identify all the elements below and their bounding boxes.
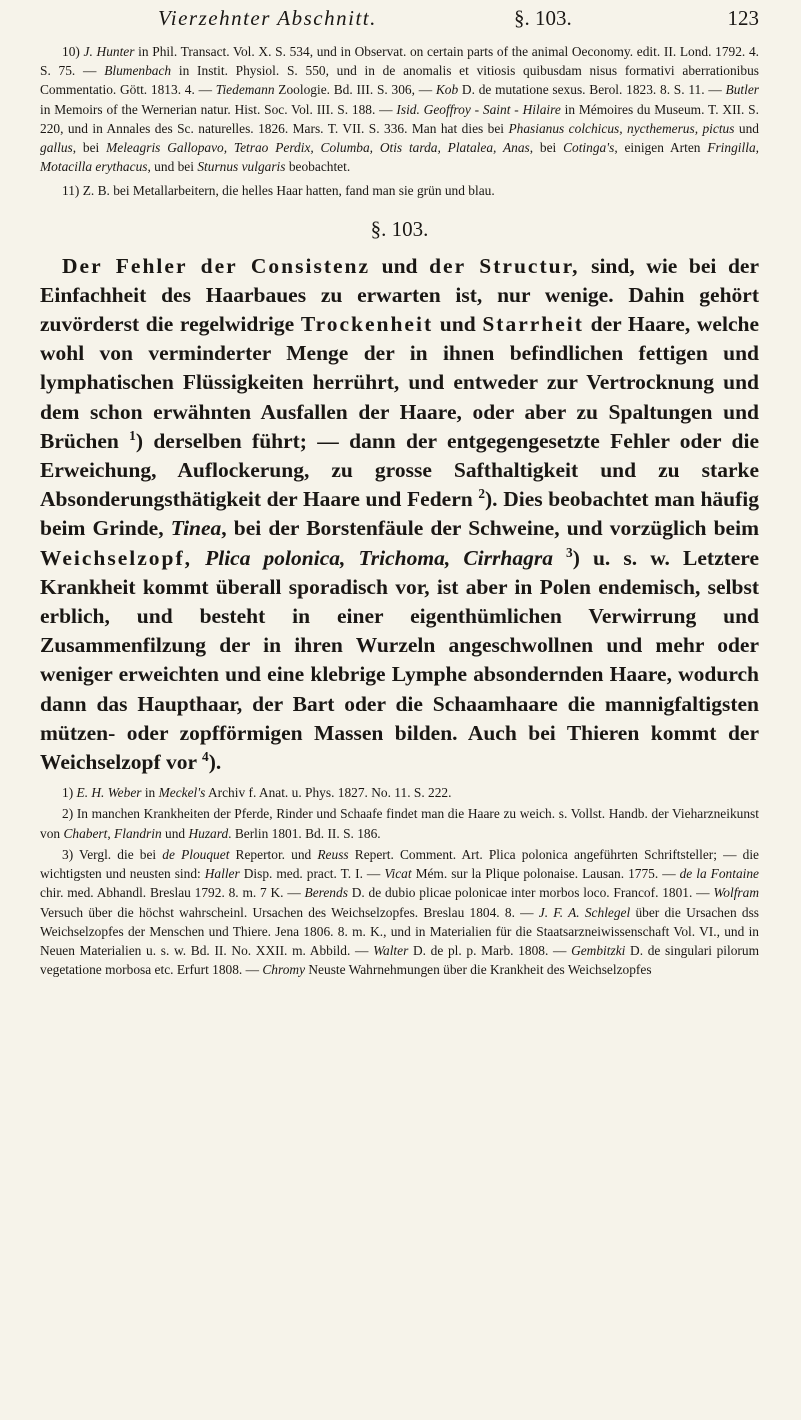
footnote-ref: 1 [129, 427, 136, 443]
text-run: 1) [62, 785, 77, 801]
footnote-ref: 4 [202, 748, 209, 764]
italic-text: Meckel's [158, 785, 206, 801]
text-run: chir. med. Abhandl. Breslau 1792. 8. m. 7 K. — [40, 885, 305, 901]
text-run: , [107, 825, 115, 841]
section-marker: §. 103. [514, 6, 572, 30]
text-run: Versuch über die höchst wahrscheinl. Ursachen des Weichselzopfes. Breslau 1804. 8. — [40, 904, 539, 920]
italic-text: Vicat [384, 866, 412, 882]
italic-text: Plica polonica, Trichoma, Cirrhagra [205, 545, 553, 570]
text-run: über die Ursachen dss Weichselzopfes der Menschen und Thiere. Jena 1806. 8. m. K., und in Materialien für die Staatsarzneiwissenschaft Vol. VI., und in Neuen Materialien u. s. w. Bd. II. No. XXII. m. Abbild. — [40, 904, 759, 958]
text-run: Archiv f. Anat. u. Phys. 1827. No. 11. S. 222. [205, 785, 452, 801]
text-run: Mém. sur la Plique polonaise. Lausan. 1775. — [411, 866, 680, 882]
text-run: sind, wie bei der Einfachheit des Haarbaues zu erwarten ist, nur wenige. Dahin gehört zuvörderst die regelwidrige [40, 253, 759, 337]
italic-text: Blumenbach [104, 63, 172, 79]
footnote-11 [40, 181, 759, 200]
text-run: Trockenheit [300, 312, 434, 337]
text-run: in Phil. Transact. Vol. X. S. 534, und in Observat. on certain parts of the animal Oeconomy. edit. II. Lond. 1792. 4. S. 75. — [40, 44, 760, 79]
page-number: 123 [727, 6, 759, 30]
text-run: ). Dies beobachtet man häufig beim Grinde, [40, 487, 759, 541]
italic-text: Gembitzki [571, 942, 626, 958]
italic-text: Chabert [63, 825, 108, 841]
text-run: D. de singulari pilorum vegetatione morbosa etc. Erfurt 1808. — [40, 942, 759, 978]
text-run: in [141, 785, 159, 801]
text-run: und [370, 253, 430, 278]
text-run: Zoologie. Bd. III. S. 306, — [274, 82, 436, 98]
text-run: in Mémoires du Museum. T. XII. S. 220, und in Annales des Sc. naturelles. 1826. Mars. T. VII. S. 336. Man hat dies bei [40, 101, 759, 136]
text-run: und [161, 825, 189, 841]
italic-text: Sturnus vulgaris [197, 159, 286, 175]
italic-text: Tinea [170, 516, 222, 541]
italic-text: de Plouquet [162, 846, 230, 862]
footnotes [40, 783, 759, 979]
text-run: der Haare, welche wohl von verminderter Menge der in ihnen befindlichen fettigen und lymphatischen Flüssigkeiten herrührt, und entweder zur Vertrocknung und dem schon erwähnten Ausfallen der Haare, oder aber zu Spaltungen und Brüchen [40, 312, 759, 453]
italic-text: Walter [373, 942, 409, 958]
text-run: , einigen Arten [614, 140, 708, 156]
text-run: beobachtet. [285, 159, 351, 175]
paragraph [40, 252, 759, 778]
italic-text: Reuss [317, 846, 349, 862]
text-run: Der Fehler der Consistenz [62, 253, 371, 278]
italic-text: Chromy [262, 962, 306, 978]
italic-text: E. H. Weber [76, 785, 142, 801]
chapter-title: Vierzehnter Abschnitt. [158, 6, 377, 30]
text-run [192, 546, 205, 570]
book-page [0, 6, 801, 1420]
italic-text: Huzard [188, 825, 229, 841]
text-run: D. de dubio plicae polonicae inter morbos loco. Francof. 1801. — [347, 885, 714, 901]
text-run: ) derselben führt; — dann der entgegengesetzte Fehler oder die Erweichung, Auflockerung, zu grosse Safthaltigkeit und zu starke Absonderungsthätigkeit der Haare und Federn [40, 428, 760, 512]
footnote-ref: 3 [566, 544, 573, 560]
running-head [40, 6, 759, 42]
text-run: D. de pl. p. Marb. 1808. — [408, 942, 572, 958]
italic-text: Wolfram [713, 885, 759, 901]
text-run: in Memoirs of the Wernerian natur. Hist. Soc. Vol. III. S. 188. — [40, 101, 397, 117]
italic-text: Phasianus colchicus, nycthemerus, pictus [508, 120, 735, 136]
text-run: , bei der Borstenfäule der Schweine, und vorzüglich beim [221, 516, 759, 541]
footnote-10 [40, 42, 759, 176]
text-run: , bei [72, 140, 107, 156]
section-heading: §. 103. [370, 216, 429, 241]
text-run: und [734, 120, 759, 136]
text-run: , und bei [147, 159, 198, 175]
italic-text: Butler [725, 82, 759, 98]
footnote-3 [40, 845, 759, 979]
italic-text: Meleagris Gallopavo, Tetrao Perdix, Columba, Otis tarda, Platalea, Anas [106, 140, 530, 156]
italic-text: gallus [40, 140, 73, 156]
body-text [40, 252, 759, 778]
text-run: in Instit. Physiol. S. 550, und in de anomalis et vitiosis quibusdam nisus formativi aberrationibus Commentatio. Gött. 1813. 4. — [40, 63, 760, 98]
italic-text: J. Hunter [83, 44, 135, 59]
footnote-ref: 2 [478, 486, 486, 502]
text-run: und [433, 312, 483, 337]
italic-text: Fringilla, Motacilla erythacus [40, 140, 759, 175]
text-run: Disp. med. pract. T. I. — [239, 866, 385, 882]
italic-text: Tiedemann [215, 82, 275, 98]
text-run: Starrheit [482, 312, 584, 337]
text-run: Neuste Wahrnehmungen über die Krankheit des Weichselzopfes [305, 962, 652, 978]
text-run: D. de mutatione sexus. Berol. 1823. 8. S. 11. — [458, 82, 726, 98]
text-run: Repertor. und [229, 846, 318, 862]
text-run: , bei [529, 140, 564, 156]
text-run: ). [208, 750, 222, 775]
text-run: 11) Z. B. bei Metallarbeitern, die helles Haar hatten, fand man sie grün und blau. [62, 183, 495, 199]
text-run [553, 546, 566, 570]
text-run: Weichselzopf, [40, 545, 192, 570]
text-run: der Structur, [429, 253, 580, 278]
italic-text: Haller [204, 866, 240, 882]
previous-footnotes [40, 42, 759, 201]
italic-text: Berends [304, 885, 348, 901]
text-run: 10) [62, 44, 84, 59]
italic-text: de la Fontaine [679, 866, 759, 882]
footnote-1 [40, 783, 759, 802]
italic-text: Kob [435, 82, 459, 98]
italic-text: Flandrin [114, 825, 162, 841]
italic-text: Isid. Geoffroy - Saint - Hilaire [396, 101, 561, 117]
text-run: ) u. s. w. Letztere Krankheit kommt überall sporadisch vor, ist aber in Polen endemisch, selbst erblich, und besteht in einer eigenthümlichen Verwirrung und Zusammenfilzung der in ihren Wurzeln angeschwollnen und mehr oder weniger erweichten und eine klebrige Lymphe absondernden Haare, wodurch dann das Haupthaar, der Bart oder die Schaamhaare die mannigfaltigsten mützen- oder zopfförmigen Massen bilden. Auch bei Thieren kommt der Weichselzopf vor [40, 545, 760, 775]
text-run: . Berlin 1801. Bd. II. S. 186. [228, 825, 381, 841]
footnote-2 [40, 804, 759, 842]
text-run: 2) In manchen Krankheiten der Pferde, Rinder und Schaafe findet man die Haare zu weich. s. Vollst. Handb. der Vieharzneikunst von [40, 806, 759, 841]
italic-text: Cotinga's [563, 140, 615, 156]
text-run: Repert. Comment. Art. Plica polonica angeführten Schriftsteller; — die wichtigsten und neusten sind: [40, 846, 759, 882]
italic-text: J. F. A. Schlegel [538, 904, 631, 920]
text-run: 3) Vergl. die bei [62, 846, 163, 862]
